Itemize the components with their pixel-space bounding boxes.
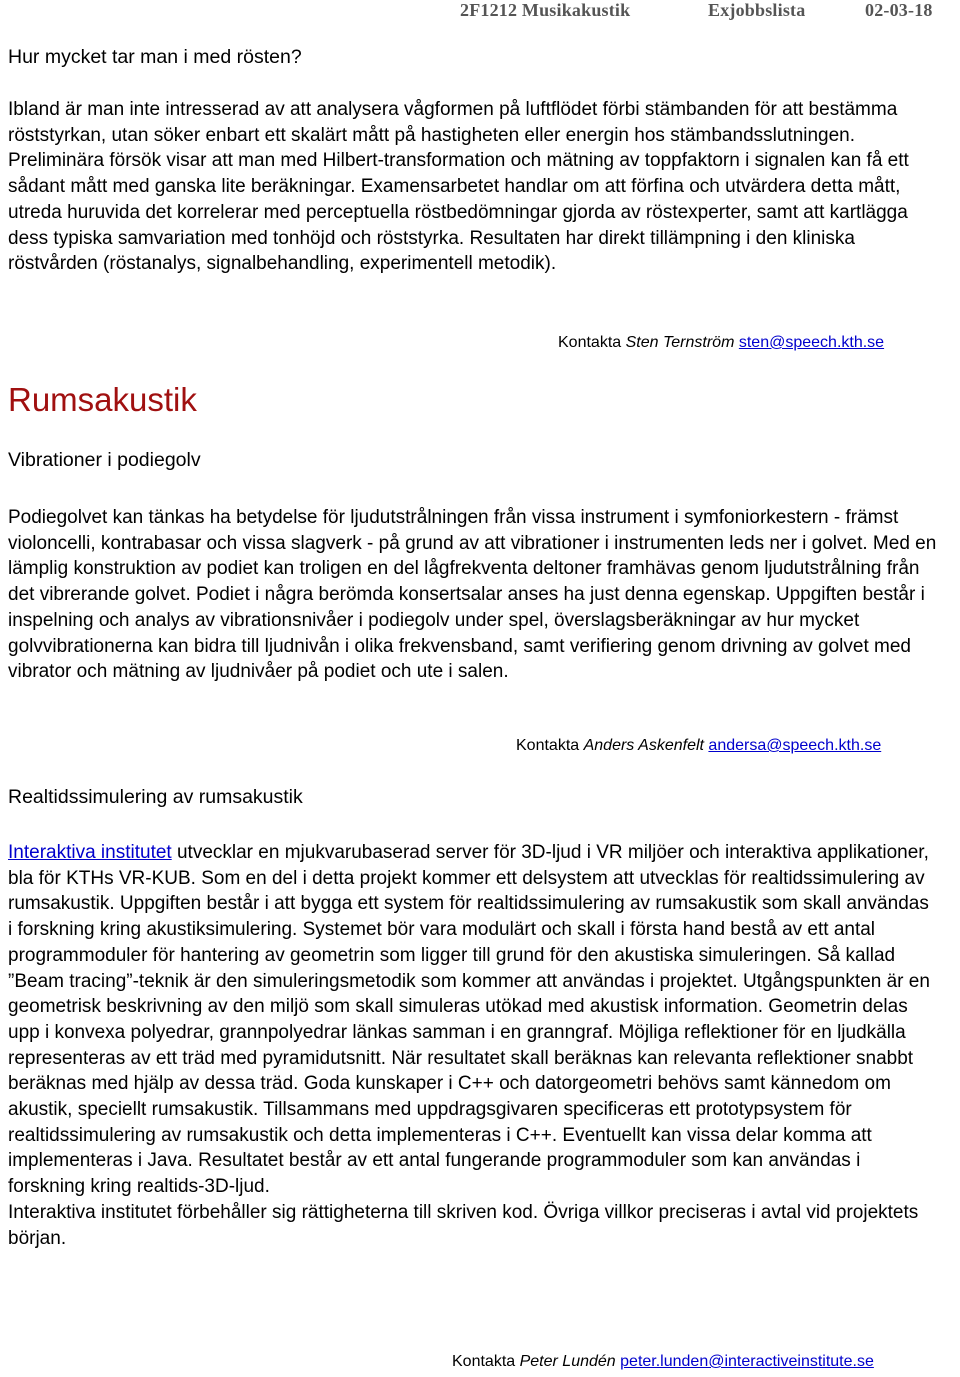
- interaktiva-institutet-link[interactable]: Interaktiva institutet: [8, 842, 172, 863]
- project1-title: Hur mycket tar man i med rösten?: [8, 46, 302, 68]
- project3-body: Interaktiva institutet utvecklar en mjukvarubaserad server för 3D-ljud i VR miljöer och interaktiva applikationer, bla för KTHs VR-KUB. Som en del i detta projekt kommer ett delsystem att utvecklas för realtidssimulering av rumsakustik. Uppgiften består i att bygga ett system för realtidssimulering av rumsakustik som skall användas i forskning kring akustiksimulering. Systemet bör vara modulärt och skall i första hand bestå av ett antal programmoduler för hantering av geometrin som ligger till grund för den akustiska simuleringen. Så kallad ”Beam tracing”-teknik är den simuleringsmetodik som kommer att användas i projektet. Utgångspunkten är en geometrisk beskrivning av den miljö som skall simuleras utökad med akustisk information. Geometrin delas upp i konvexa polyedrar, grannpolyedrar länkas samman i en granngraf. Möjliga reflektioner för en ljudkälla representeras av ett träd med pyramidutsnitt. När resultatet skall beräknas kan relevanta reflektioner snabbt beräknas med hjälp av dessa träd. Goda kunskaper i C++ och datorgeometri behövs samt kännedom om akustik, speciellt rumsakustik. Tillsammans med uppdragsgivaren specificeras ett prototypsystem för realtidssimulering av rumsakustik och detta implementeras i C++. Eventuellt kan vissa delar komma att implementeras i Java. Resultatet består av ett antal fungerande programmoduler som kan användas i forskning kring realtids-3D-ljud. Interaktiva institutet förbehåller sig rättigheterna till skriven kod. Övriga villkor preciseras i avtal vid projektets början.: [8, 842, 930, 1249]
- project3-title: Realtidssimulering av rumsakustik: [8, 786, 303, 808]
- project2-contact: Kontakta Anders Askenfelt andersa@speech.kth.se: [516, 737, 882, 754]
- project2-body: Podiegolvet kan tänkas ha betydelse för ljudutstrålningen från vissa instrument i symfoniorkestern - främst violoncelli, kontrabasar och vissa slagverk - på grund av att vibrationer i instrumenten leds ner i golvet. Med en lämplig konstruktion av podiet kan troligen en del lågfrekventa deltoner framhävas genom ljudutstrålning från det vibrerande golvet. Podiet i några berömda konsertsalar anses ha just denna egenskap. Uppgiften består i inspelning och analys av vibrationsnivåer i podiegolv under spel, överslagsberäkningar av hur mycket golvvibrationerna kan bidra till ljudnivån i olika frekvensband, samt verifiering genom drivning av golvet med vibrator och mätning av ljudnivåer på podiet och ute i salen.: [8, 507, 937, 683]
- project2-contact-name: Anders Askenfelt: [583, 737, 704, 754]
- project1-contact-name: Sten Ternström: [625, 334, 735, 351]
- project1-body: Ibland är man inte intresserad av att analysera vågformen på luftflödet förbi stämbanden för att bestämma röststyrkan, utan söker enbart ett skalärt mått på hastigheten eller energin hos stämbandsslutningen. Preliminära försök visar att man med Hilbert-transformation och mätning av toppfaktorn i signalen kan få ett sådant mått med ganska lite beräkningar. Examensarbetet handlar om att förfina och utvärdera detta mått, utreda huruvida det korrelerar med perceptuella röstbedömningar gjorda av röstexperter, samt att kartlägga dess typiska samvariation med tonhöjd och röststyrka. Resultaten har direkt tillämpning i den kliniska röstvården (röstanalys, signalbehandling, experimentell metodik).: [8, 99, 909, 275]
- section-title-rumsakustik: Rumsakustik: [8, 381, 197, 418]
- page-header: [460, 0, 956, 22]
- project3-contact-email-link[interactable]: peter.lunden@interactiveinstitute.se: [620, 1353, 874, 1370]
- project3-contact-name: Peter Lundén: [519, 1353, 616, 1370]
- header-date: 02-03-18: [865, 0, 933, 20]
- project2-title: Vibrationer i podiegolv: [8, 449, 201, 471]
- project1-contact-email-link[interactable]: sten@speech.kth.se: [738, 334, 885, 351]
- project1-contact: Kontakta Sten Ternström sten@speech.kth.se: [558, 334, 885, 351]
- project3-contact: Kontakta Peter Lundén peter.lunden@interactiveinstitute.se: [452, 1353, 874, 1370]
- header-list: Exjobbslista: [708, 0, 806, 20]
- header-course: 2F1212 Musikakustik: [460, 0, 631, 20]
- project2-contact-email-link[interactable]: andersa@speech.kth.se: [708, 737, 882, 754]
